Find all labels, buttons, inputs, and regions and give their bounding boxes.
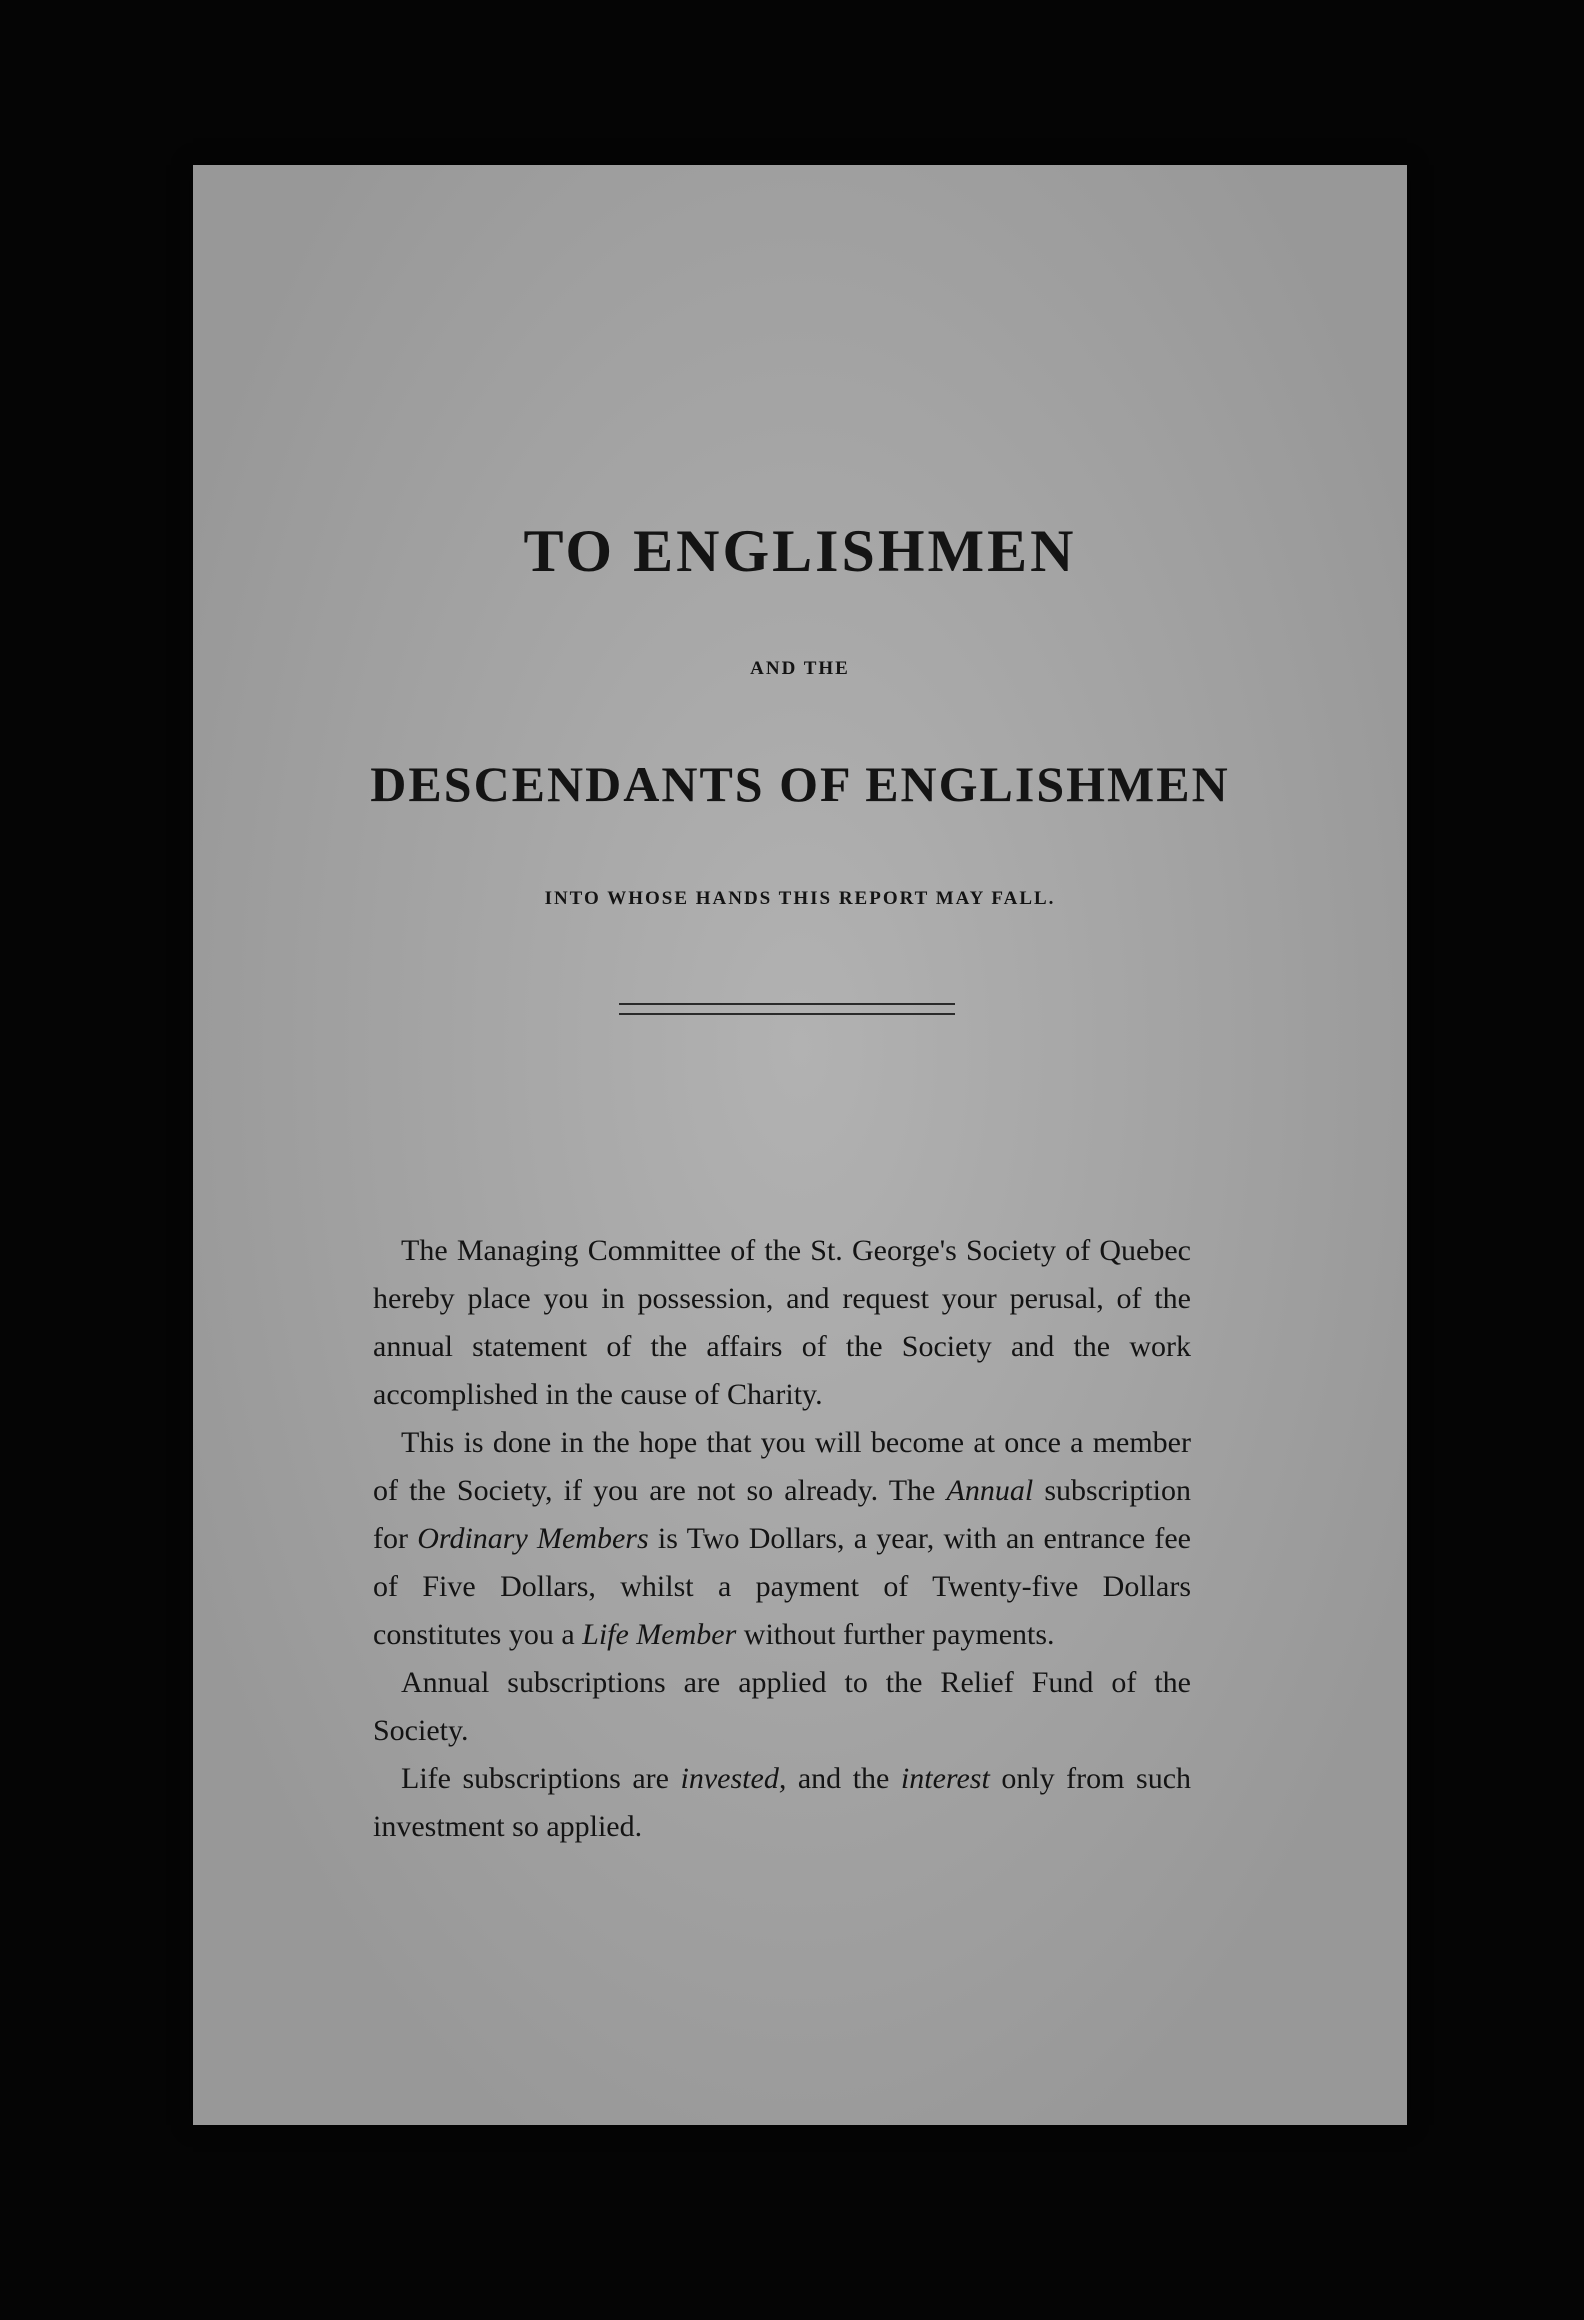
paragraph-2-text: without further payments. [736, 1618, 1055, 1651]
paragraph-2-text: This is done in the hope that you will become at once a member of the Society, if you are not so already. The [373, 1426, 1191, 1507]
paragraph-4-text: and the [786, 1762, 901, 1795]
paragraph-4 [373, 1755, 1191, 1851]
paragraph-2-emphasis: Annual [946, 1474, 1034, 1507]
paragraph-2-emphasis: Ordinary Members [417, 1522, 649, 1555]
paragraph-4-emphasis: invested, [680, 1762, 787, 1795]
paragraph-4-emphasis: interest [900, 1762, 990, 1795]
paragraph-3: Annual subscriptions are applied to the Relief Fund of the Society. [373, 1666, 1191, 1747]
paragraph-2-text: is Two Dollars, a year, with an entrance fee of Five Dollars, whilst a payment of Twenty-five Dollars constitutes you a [373, 1522, 1191, 1651]
paragraph-2-text: subscription for [373, 1474, 1191, 1555]
page-subtitle: DESCENDANTS OF ENGLISHMEN [370, 756, 1230, 812]
double-rule-divider [619, 1003, 955, 1015]
paragraph-4-text: only from such investment so applied. [373, 1762, 1192, 1843]
body-text [373, 1227, 1191, 1851]
paragraph-1: The Managing Committee of the St. George's Society of Quebec hereby place you in possession, and request your perusal, of the annual statement of the affairs of the Society and the work accomplished in the cause of Charity. [373, 1234, 1191, 1411]
paragraph-2-emphasis: Life Member [582, 1618, 737, 1651]
document-page [193, 165, 1407, 2125]
paragraph-2 [373, 1419, 1191, 1659]
paragraph-4-text: Life subscriptions are [401, 1762, 681, 1795]
page-tagline: INTO WHOSE HANDS THIS REPORT MAY FALL. [544, 888, 1056, 909]
page-title: TO ENGLISHMEN [523, 518, 1077, 584]
heading-conjunction: AND THE [750, 658, 850, 679]
